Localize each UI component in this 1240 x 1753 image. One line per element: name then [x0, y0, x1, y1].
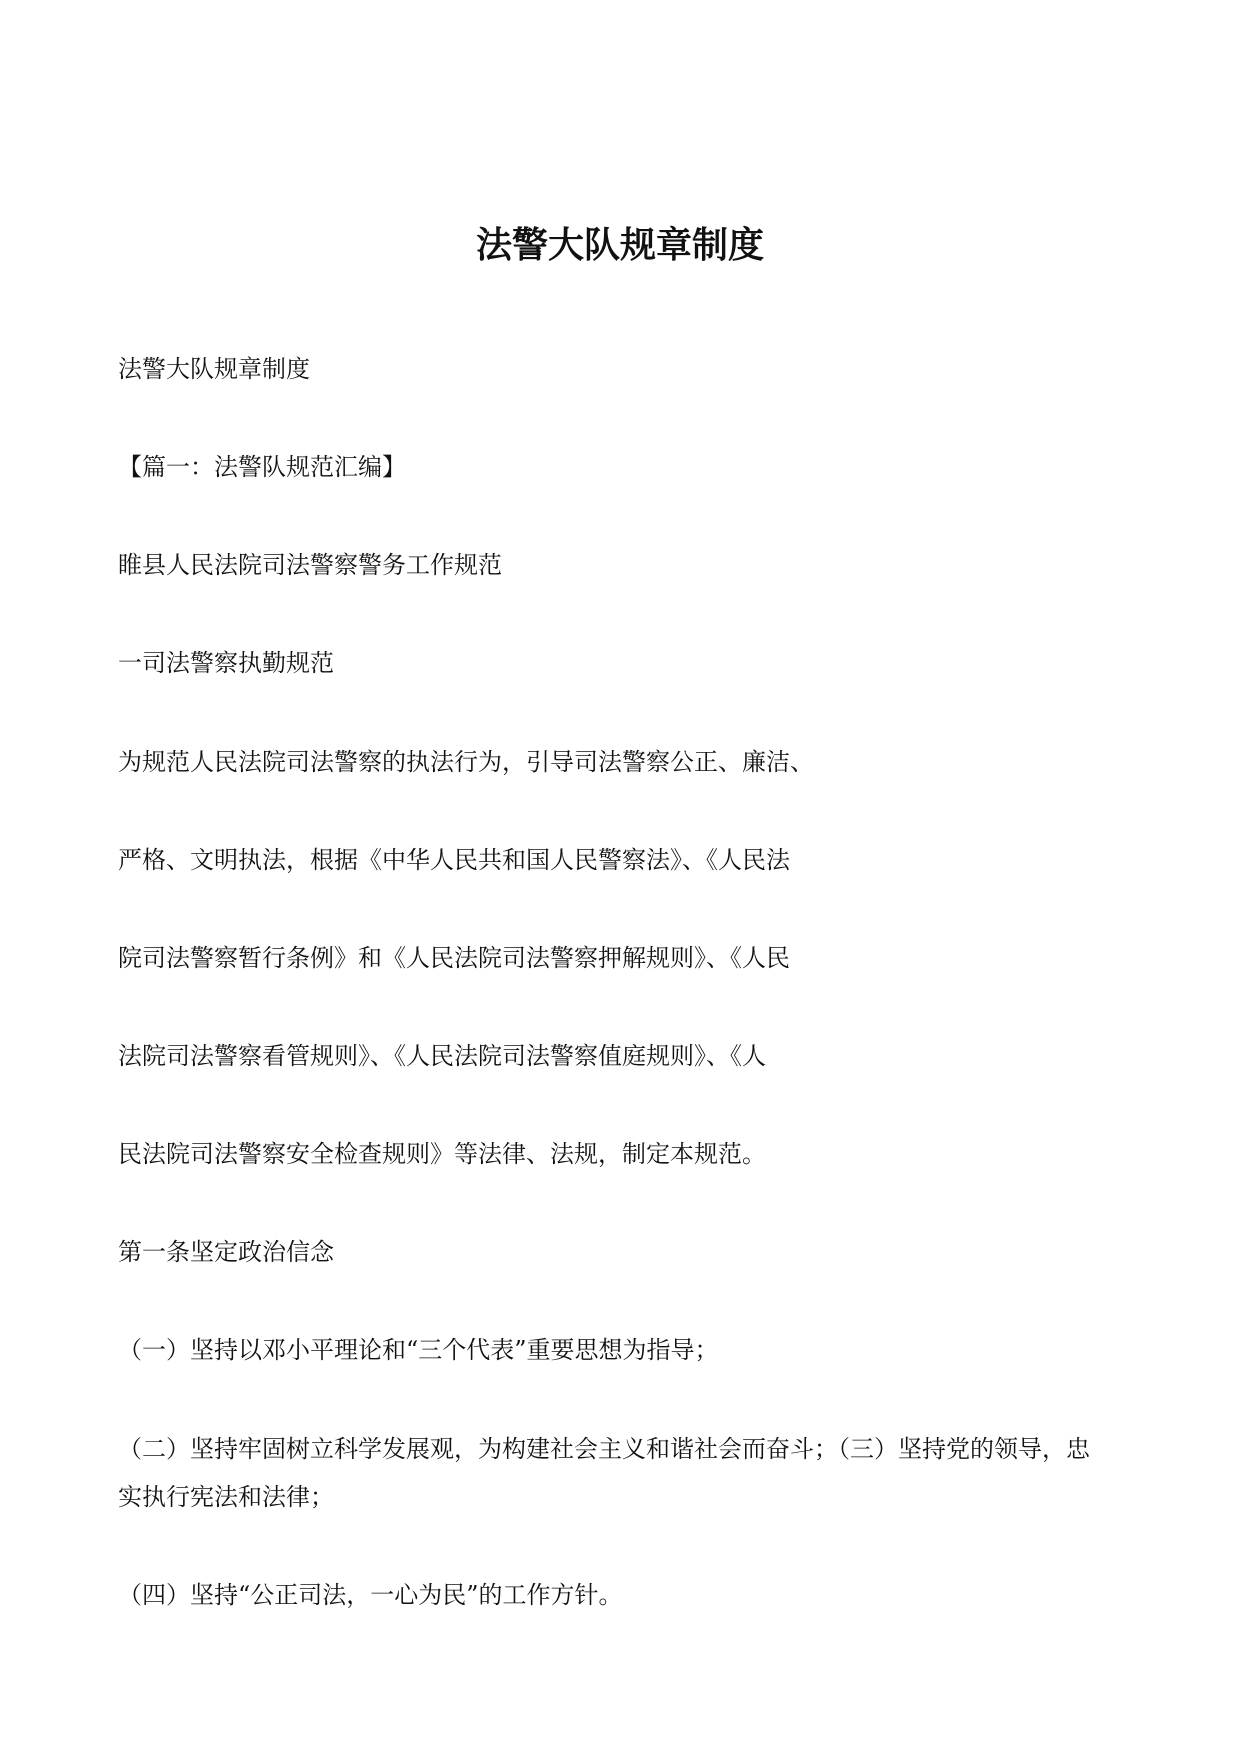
paragraph-list-item: （四）坚持“公正司法，一心为民”的工作方针。 — [118, 1581, 623, 1609]
paragraph-body-line: 民法院司法警察安全检查规则》等法律、法规，制定本规范。 — [118, 1140, 766, 1168]
paragraph-article-heading: 第一条坚定政治信念 — [118, 1238, 334, 1266]
paragraph-list-item: （一）坚持以邓小平理论和“三个代表”重要思想为指导； — [118, 1336, 719, 1364]
paragraph-section-heading: 一司法警察执勤规范 — [118, 649, 334, 677]
paragraph-chapter-heading: 【篇一：法警队规范汇编】 — [118, 453, 406, 481]
paragraph-list-item-continued: 实执行宪法和法律； — [118, 1483, 334, 1511]
paragraph-subtitle: 法警大队规章制度 — [118, 355, 310, 383]
paragraph-list-item: （二）坚持牢固树立科学发展观，为构建社会主义和谐社会而奋斗；（三）坚持党的领导，忠 — [118, 1435, 1090, 1463]
paragraph-body-line: 为规范人民法院司法警察的执法行为，引导司法警察公正、廉洁、 — [118, 748, 814, 776]
paragraph-body-line: 严格、文明执法，根据《中华人民共和国人民警察法》、《人民法 — [118, 846, 790, 874]
document-title: 法警大队规章制度 — [475, 225, 764, 266]
paragraph-section-title: 睢县人民法院司法警察警务工作规范 — [118, 551, 502, 579]
paragraph-body-line: 院司法警察暂行条例》和《人民法院司法警察押解规则》、《人民 — [118, 944, 790, 972]
paragraph-body-line: 法院司法警察看管规则》、《人民法院司法警察值庭规则》、《人 — [118, 1042, 766, 1070]
